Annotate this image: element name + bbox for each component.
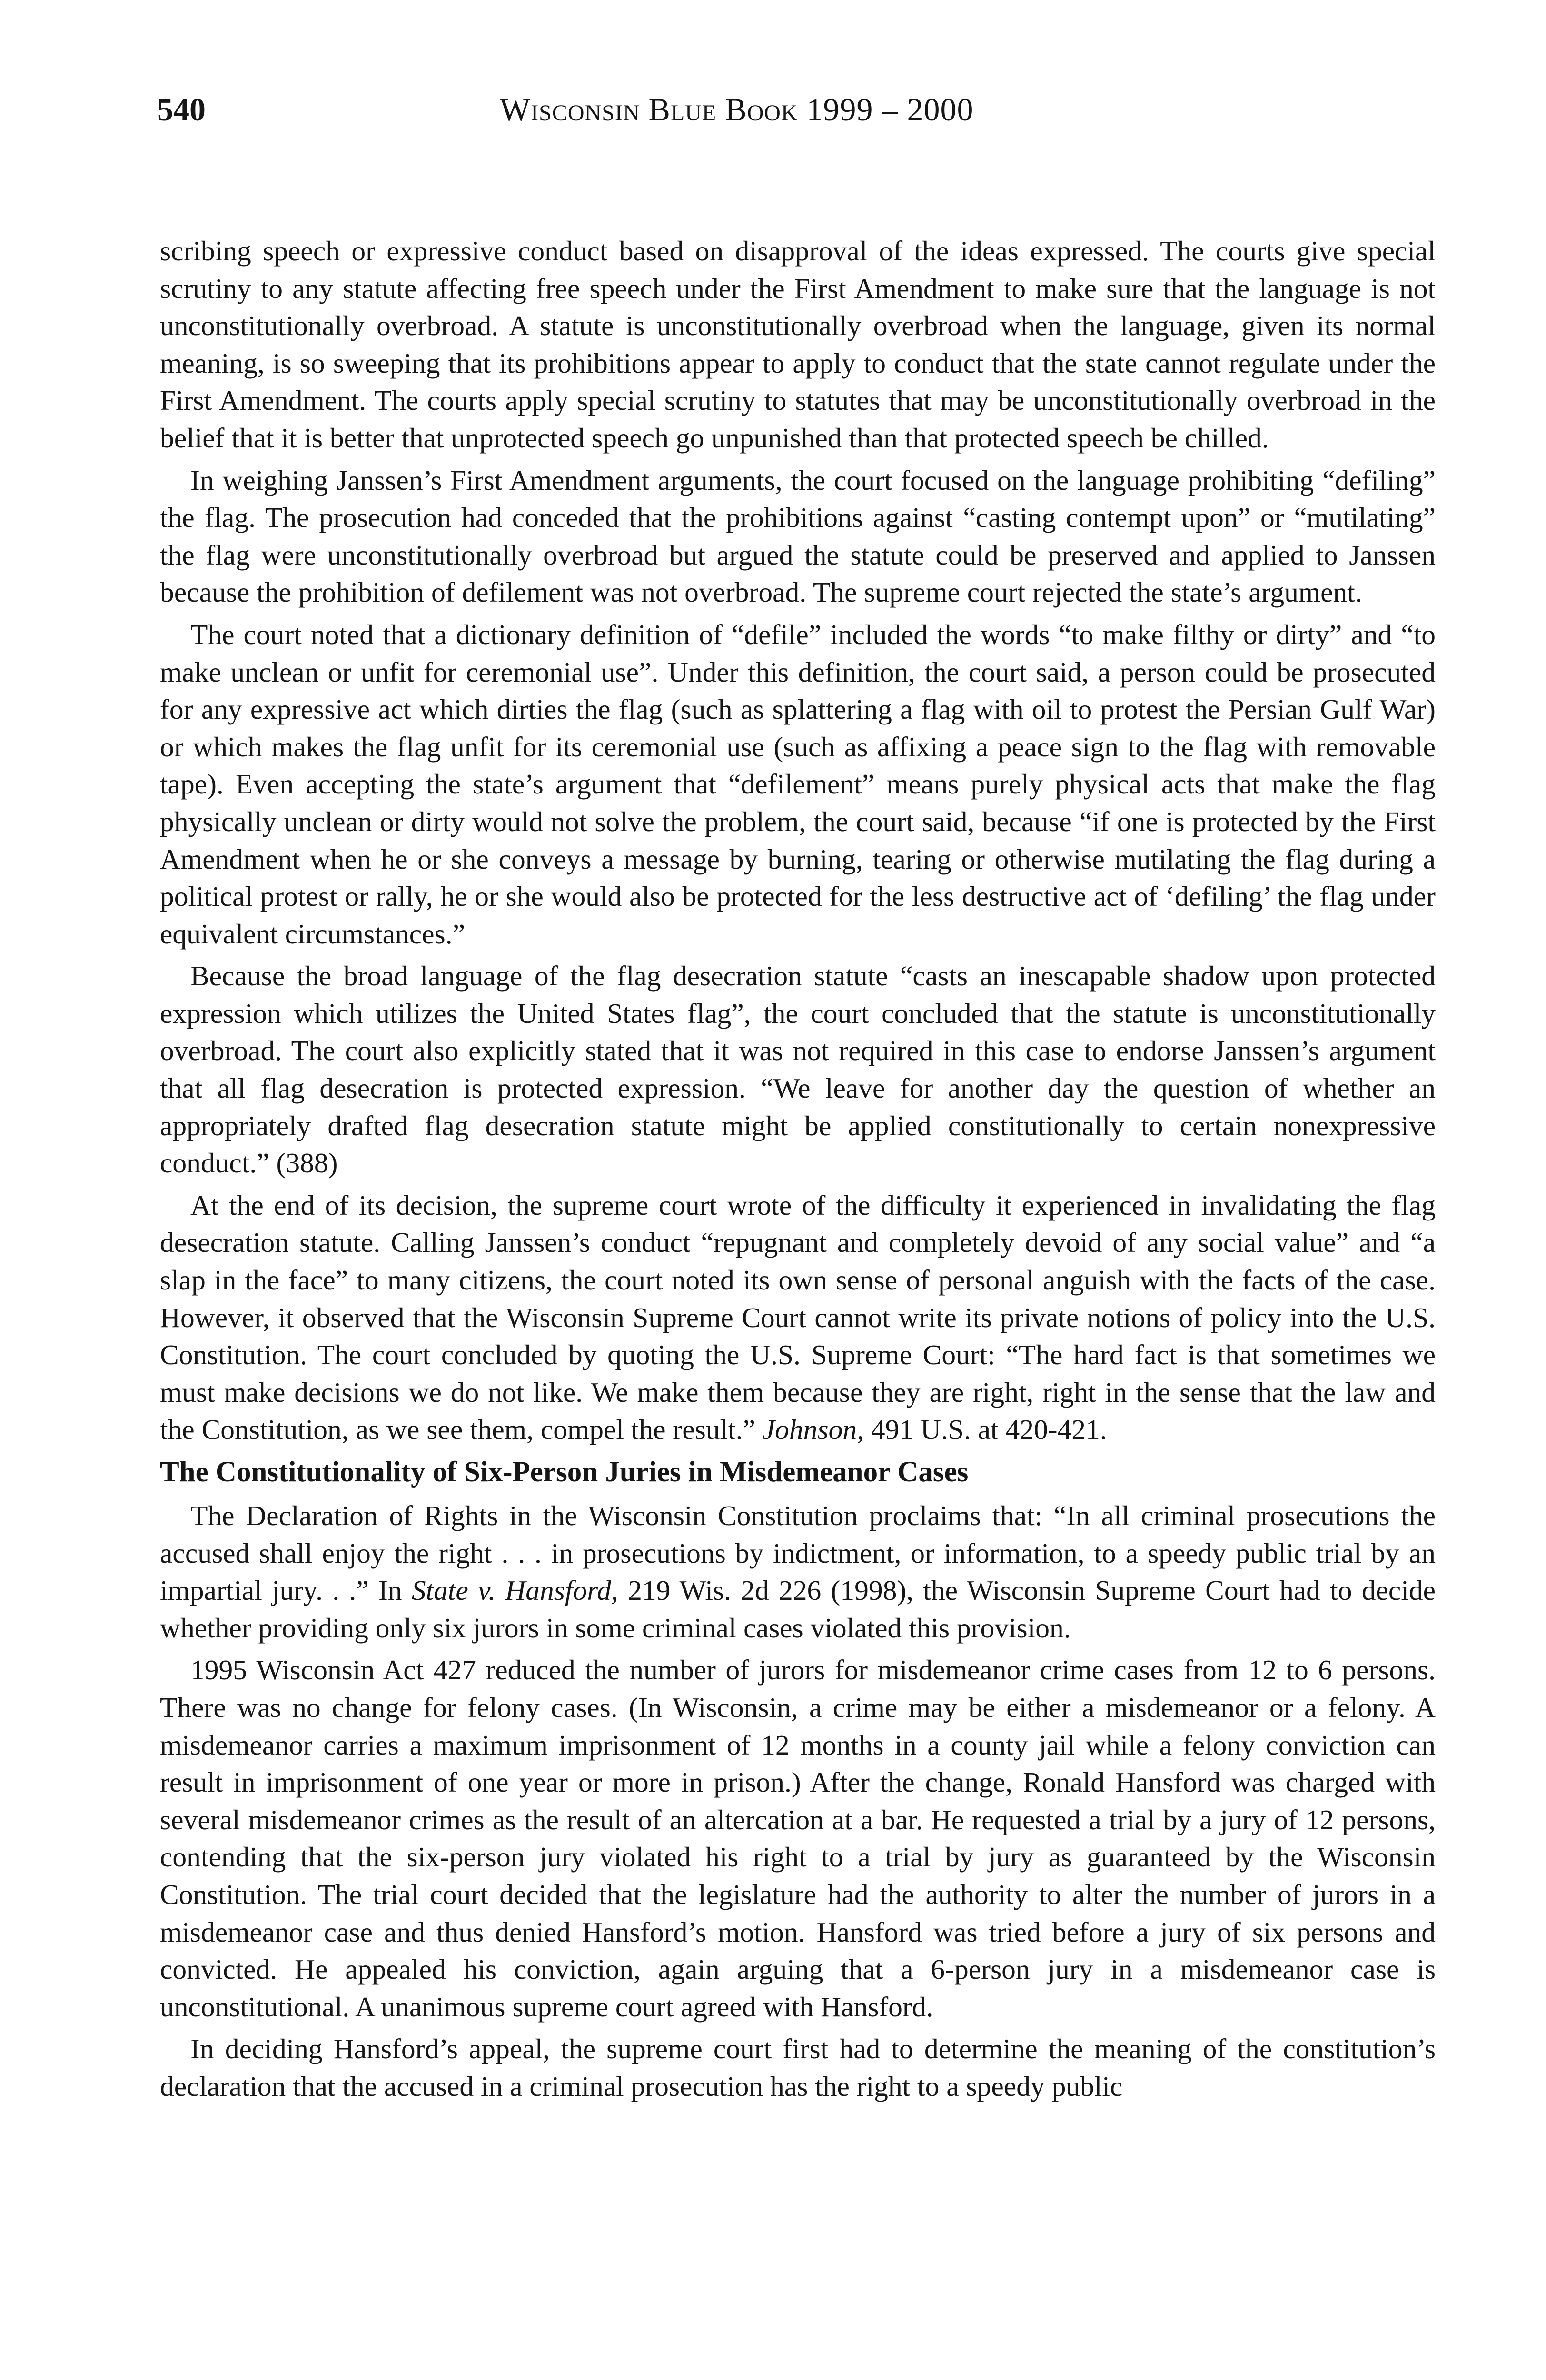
paragraph-conclusion-overbroad: Because the broad language of the flag desecration statute “casts an inescapable shadow upon protected expression which utilizes the United States flag”, the court concluded that the statute is unconstitutionally overbroad. The court also explicitly stated that it was not required in this case to endorse Janssen’s argument that all flag desecration is protected expression. “We leave for another day the question of whether an appropriately drafted flag desecration statute might be applied constitutionally to certain nonexpressive conduct.” (388) bbox=[160, 960, 1436, 1179]
paragraph-act-427: 1995 Wisconsin Act 427 reduced the number of jurors for misdemeanor crime cases from 12 to 6 persons. There was no change for felony cases. (In Wisconsin, a crime may be either a misdemeanor or a felony. A misdemeanor carries a maximum imprisonment of 12 months in a county jail while a felony conviction can result in imprisonment of one year or more in prison.) After the change, Ronald Hansford was charged with several misdemeanor crimes as the result of an altercation at a bar. He requested a trial by a jury of 12 persons, contending that the six-person jury violated his right to a trial by jury as guaranteed by the Wisconsin Constitution. The trial court decided that the legislature had the authority to alter the number of jurors in a misdemeanor case and thus denied Hansford’s motion. Hansford was tried before a jury of six persons and convicted. He appealed his conviction, again arguing that a 6-person jury in a misdemeanor case is unconstitutional. A unanimous supreme court agreed with Hansford. bbox=[160, 1654, 1436, 2023]
page-header bbox=[157, 90, 1442, 143]
paragraph-dictionary-definition: The court noted that a dictionary definition of “defile” included the words “to make filthy or dirty” and “to make unclean or unfit for ceremonial use”. Under this definition, the court said, a person could be prosecuted for any expressive act which dirties the flag (such as splattering a flag with oil to protest the Persian Gulf War) or which makes the flag unfit for its ceremonial use (such as affixing a peace sign to the flag with removable tape). Even accepting the state’s argument that “defilement” means purely physical acts that make the flag physically unclean or dirty would not solve the problem, the court said, because “if one is protected by the First Amendment when he or she conveys a message by burning, tearing or otherwise mutilating the flag during a political protest or rally, he or she would also be protected for the less destructive act of ‘defiling’ the flag under equivalent circumstances.” bbox=[160, 618, 1436, 950]
paragraph-text-continued: 219 Wis. 2d 226 (1998), the Wisconsin Supreme Court had to decide whether providing only six jurors in some criminal cases violated this provision. bbox=[160, 1575, 1436, 1644]
paragraph-overbreadth: scribing speech or expressive conduct based on disapproval of the ideas expressed. The courts give special scrutiny to any statute affecting free speech under the First Amendment to make sure that the language is not unconstitutionally overbroad. A statute is unconstitutionally overbroad when the language, given its normal meaning, is so sweeping that its prohibitions appear to apply to conduct that the state cannot regulate under the First Amendment. The courts apply special scrutiny to statutes that may be unconstitutionally overbroad in the belief that it is better that unprotected speech go unpunished than that protected speech be chilled. bbox=[160, 235, 1436, 454]
running-title: Wisconsin Blue Book 1999 – 2000 bbox=[500, 91, 974, 128]
case-name-johnson: Johnson, bbox=[762, 1414, 864, 1446]
paragraph-text: The Declaration of Rights in the Wisconsin Constitution proclaims that: “In all criminal prosecutions the accused shall enjoy the right . . . in prosecutions by indictment, or information, to a speedy public trial by an impartial jury. . .” In bbox=[160, 1500, 1436, 1606]
citation: 491 U.S. at 420-421. bbox=[871, 1414, 1107, 1446]
paragraph-declaration-of-rights bbox=[160, 1497, 1436, 1646]
section-heading: The Constitutionality of Six-Person Juries in Misdemeanor Cases bbox=[160, 1456, 969, 1488]
paragraph-hansford-appeal: In deciding Hansford’s appeal, the supreme court first had to determine the meaning of the constitution’s declaration that the accused in a criminal prosecution has the right to a speedy public bbox=[160, 2033, 1436, 2102]
body-text bbox=[160, 232, 1436, 2105]
paragraph-end-of-decision bbox=[160, 1187, 1436, 1448]
paragraph-text: At the end of its decision, the supreme court wrote of the difficulty it experienced in invalidating the flag desecration statute. Calling Janssen’s conduct “repugnant and completely devoid of any social value” and “a slap in the face” to many citizens, the court noted its own sense of personal anguish with the facts of the case. However, it observed that the Wisconsin Supreme Court cannot write its private notions of policy into the U.S. Constitution. The court concluded by quoting the U.S. Supreme Court: “The hard fact is that sometimes we must make decisions we do not like. We make them because they are right, right in the sense that the law and the Constitution, as we see them, compel the result.” bbox=[160, 1189, 1436, 1446]
case-name-hansford: State v. Hansford, bbox=[411, 1575, 618, 1606]
page-number: 540 bbox=[157, 91, 206, 128]
paragraph-defiling: In weighing Janssen’s First Amendment arguments, the court focused on the language prohibiting “defiling” the flag. The prosecution had conceded that the prohibitions against “casting contempt upon” or “mutilating” the flag were unconstitutionally overbroad but argued the statute could be preserved and applied to Janssen because the prohibition of defilement was not overbroad. The supreme court rejected the state’s argument. bbox=[160, 464, 1436, 608]
